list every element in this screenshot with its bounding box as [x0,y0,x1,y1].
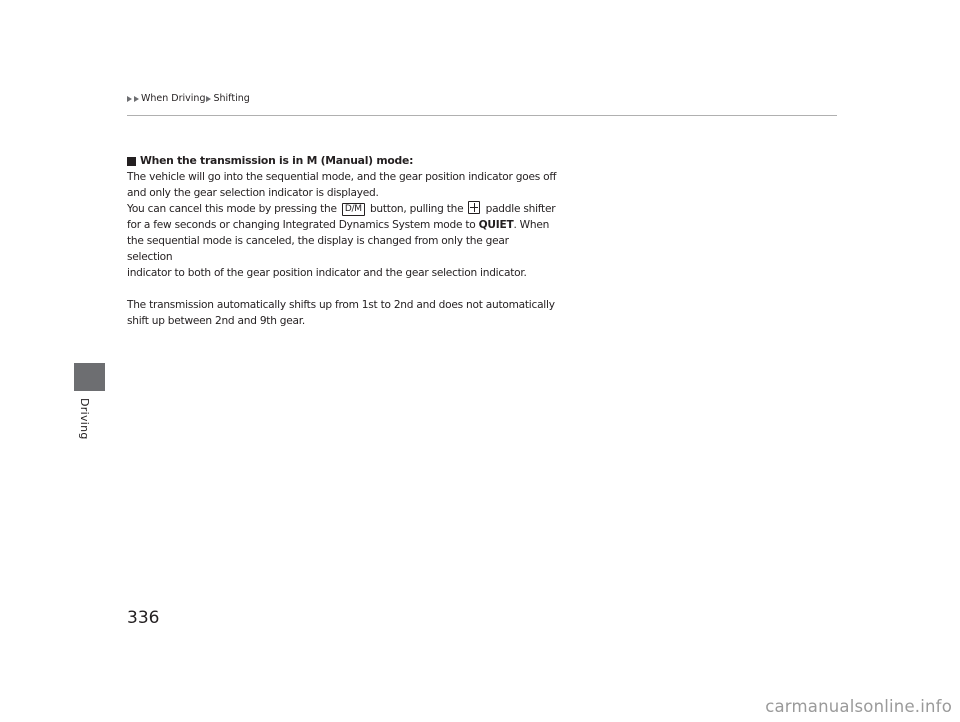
breadcrumb-item-shifting[interactable]: Shifting [213,93,250,104]
breadcrumb [127,93,250,104]
square-bullet-icon [127,157,136,166]
section-tab-marker [74,363,105,391]
paragraph-line [127,201,557,217]
paragraph-line: indicator to both of the gear position indicator and the gear selection indicator. [127,267,527,279]
section-heading [127,153,557,169]
text-run: paddle shifter [485,203,556,215]
paragraph-line: and only the gear selection indicator is displayed. [127,187,379,199]
paragraph-line: The vehicle will go into the sequential mode, and the gear position indicator goes off [127,171,557,183]
section-heading-text: When the transmission is in M (Manual) mode: [140,154,414,167]
plus-paddle-key-icon [468,201,480,214]
paragraph-line: the sequential mode is canceled, the display is changed from only the gear selection [127,235,509,263]
breadcrumb-arrow-icon [206,96,211,102]
text-run: You can cancel this mode by pressing the [127,203,337,215]
header-divider [127,115,837,116]
paragraph-line: shift up between 2nd and 9th gear. [127,315,306,327]
watermark: carmanualsonline.info [765,697,952,716]
text-run: button, pulling the [369,203,464,215]
mode-name: QUIET [478,219,514,231]
paragraph-line: The transmission automatically shifts up from 1st to 2nd and does not automatically [127,299,555,311]
breadcrumb-item-when-driving[interactable]: When Driving [141,93,206,104]
page-number: 336 [127,608,160,628]
dm-button-key-icon: D/M [342,203,365,216]
paragraph-line [127,217,557,233]
breadcrumb-arrow-icon [127,96,132,102]
main-content [127,153,557,329]
breadcrumb-arrow-icon [134,96,139,102]
text-run: . When [513,219,550,231]
text-run: for a few seconds or changing Integrated Dynamics System mode to [127,219,476,231]
section-tab-label: Driving [78,398,91,440]
